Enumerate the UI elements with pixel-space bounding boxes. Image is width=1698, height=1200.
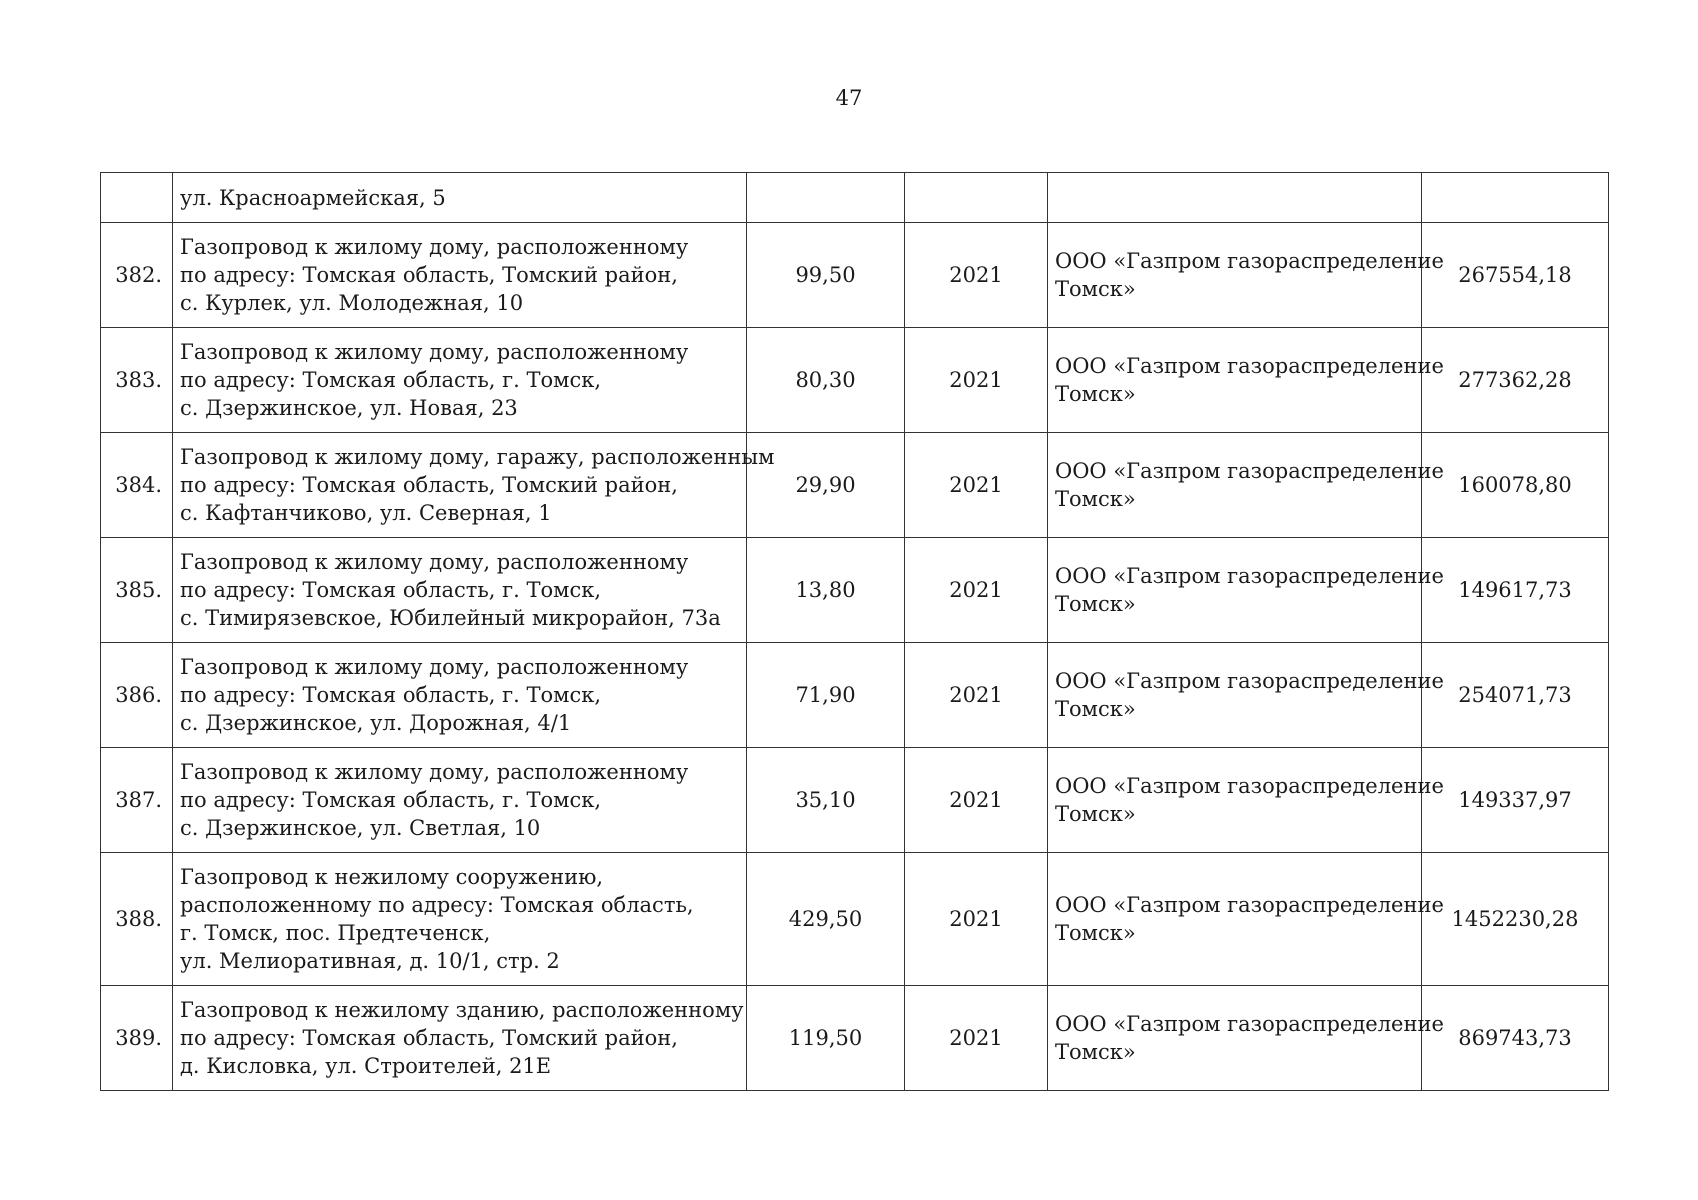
cost-cell: [1422, 173, 1609, 223]
object-name-line: по адресу: Томская область, Томский район,: [180, 263, 678, 287]
object-name-cell: [173, 538, 747, 643]
object-name-line: д. Кисловка, ул. Строителей, 21Е: [180, 1054, 552, 1078]
year-value: 2021: [949, 368, 1003, 392]
table-row: [101, 748, 1609, 853]
owner-cell: [1048, 173, 1422, 223]
owner-cell: [1048, 433, 1444, 538]
row-number: 388.: [115, 907, 162, 931]
object-name-line: по адресу: Томская область, г. Томск,: [180, 683, 602, 707]
object-name-line: с. Кафтанчиково, ул. Северная, 1: [180, 501, 552, 525]
owner-line: Томск»: [1055, 697, 1136, 721]
cost-cell: [1422, 853, 1609, 986]
year-value: 2021: [949, 907, 1003, 931]
object-name-line: ул. Красноармейская, 5: [180, 185, 446, 210]
length-cell: [747, 748, 905, 853]
cost-value: 1452230,28: [1451, 907, 1579, 931]
object-name-line: по адресу: Томская область, г. Томск,: [180, 788, 602, 812]
object-name-line: с. Дзержинское, ул. Дорожная, 4/1: [180, 711, 572, 735]
year-cell: [905, 538, 1048, 643]
row-number-cell: [101, 173, 173, 223]
year-value: 2021: [949, 788, 1003, 812]
row-number-cell: [101, 643, 173, 748]
row-number-cell: [101, 223, 173, 328]
owner-cell: [1048, 538, 1444, 643]
object-name-line: с. Дзержинское, ул. Светлая, 10: [180, 816, 541, 840]
object-name-line: расположенному по адресу: Томская область,: [180, 893, 694, 917]
table-row: [101, 433, 1609, 538]
owner-line: Томск»: [1055, 382, 1136, 406]
cost-cell: [1422, 986, 1609, 1091]
owner-line: ООО «Газпром газораспределение: [1055, 249, 1444, 273]
owner-line: ООО «Газпром газораспределение: [1055, 354, 1444, 378]
owner-line: Томск»: [1055, 592, 1136, 616]
year-cell: [905, 328, 1048, 433]
object-name-line: Газопровод к нежилому сооружению,: [180, 865, 604, 889]
length-cell: [747, 986, 905, 1091]
cost-value: 277362,28: [1458, 368, 1572, 392]
cost-cell: [1422, 538, 1609, 643]
object-name-cell: [173, 853, 747, 986]
table-row: [101, 538, 1609, 643]
cost-cell: [1422, 223, 1609, 328]
row-number-cell: [101, 328, 173, 433]
owner-line: ООО «Газпром газораспределение: [1055, 459, 1444, 483]
row-number-cell: [101, 538, 173, 643]
row-number: 382.: [115, 263, 162, 287]
row-number-cell: [101, 433, 173, 538]
year-cell: [905, 433, 1048, 538]
row-number: 386.: [115, 683, 162, 707]
row-number: 389.: [115, 1026, 162, 1050]
object-name-line: Газопровод к жилому дому, расположенному: [180, 760, 689, 784]
row-number: 385.: [115, 578, 162, 602]
cost-cell: [1422, 748, 1609, 853]
object-name-line: Газопровод к жилому дому, расположенному: [180, 235, 689, 259]
owner-line: ООО «Газпром газораспределение: [1055, 564, 1444, 588]
year-cell: [905, 173, 1048, 223]
object-name-cell: [173, 173, 747, 223]
object-name-line: ул. Мелиоративная, д. 10/1, стр. 2: [180, 949, 560, 973]
row-number: 387.: [115, 788, 162, 812]
cost-cell: [1422, 328, 1609, 433]
owner-cell: [1048, 643, 1444, 748]
owner-cell: [1048, 223, 1444, 328]
object-name-cell: [173, 986, 747, 1091]
owner-line: ООО «Газпром газораспределение: [1055, 774, 1444, 798]
length-value: 429,50: [788, 907, 863, 931]
object-name-cell: [173, 433, 775, 538]
object-name-cell: [173, 748, 747, 853]
year-cell: [905, 643, 1048, 748]
owner-cell: [1048, 328, 1444, 433]
length-cell: [747, 643, 905, 748]
year-cell: [905, 853, 1048, 986]
object-name-cell: [173, 328, 747, 433]
owner-line: ООО «Газпром газораспределение: [1055, 669, 1444, 693]
year-cell: [905, 748, 1048, 853]
owner-cell: [1048, 748, 1444, 853]
year-value: 2021: [949, 683, 1003, 707]
object-name-line: по адресу: Томская область, г. Томск,: [180, 578, 602, 602]
owner-line: Томск»: [1055, 487, 1136, 511]
table-body: [101, 173, 1609, 1091]
table-row: [101, 986, 1609, 1091]
length-cell: [747, 538, 905, 643]
cost-value: 149337,97: [1458, 788, 1572, 812]
owner-line: Томск»: [1055, 277, 1136, 301]
object-name-cell: [173, 223, 747, 328]
length-cell: [747, 328, 905, 433]
table-row: [101, 223, 1609, 328]
object-name-cell: [173, 643, 747, 748]
year-cell: [905, 223, 1048, 328]
row-number-cell: [101, 748, 173, 853]
year-value: 2021: [949, 263, 1003, 287]
cost-value: 160078,80: [1458, 473, 1572, 497]
row-number-cell: [101, 986, 173, 1091]
owner-line: Томск»: [1055, 921, 1136, 945]
year-value: 2021: [949, 1026, 1003, 1050]
cost-cell: [1422, 643, 1609, 748]
object-name-line: по адресу: Томская область, Томский район,: [180, 473, 678, 497]
table-row: [101, 853, 1609, 986]
continuation-row: [101, 173, 1609, 223]
owner-line: Томск»: [1055, 802, 1136, 826]
row-number-cell: [101, 853, 173, 986]
owner-line: ООО «Газпром газораспределение: [1055, 893, 1444, 917]
object-name-line: Газопровод к жилому дому, расположенному: [180, 550, 689, 574]
cost-value: 267554,18: [1458, 263, 1572, 287]
length-value: 29,90: [795, 473, 856, 497]
object-name-line: Газопровод к жилому дому, расположенному: [180, 340, 689, 364]
cost-value: 254071,73: [1458, 683, 1572, 707]
object-name-line: Газопровод к нежилому зданию, расположенному: [180, 998, 744, 1022]
page-number: 47: [835, 86, 863, 110]
cost-cell: [1422, 433, 1609, 538]
length-value: 80,30: [795, 368, 856, 392]
object-name-line: с. Тимирязевское, Юбилейный микрорайон, 73а: [180, 606, 721, 630]
table-row: [101, 643, 1609, 748]
length-value: 35,10: [795, 788, 856, 812]
registry-table: [100, 172, 1609, 1091]
object-name-line: Газопровод к жилому дому, расположенному: [180, 655, 689, 679]
object-name-line: с. Курлек, ул. Молодежная, 10: [180, 291, 524, 315]
length-cell: [747, 173, 905, 223]
owner-line: Томск»: [1055, 1040, 1136, 1064]
length-value: 13,80: [795, 578, 856, 602]
length-value: 71,90: [795, 683, 856, 707]
cost-value: 149617,73: [1458, 578, 1572, 602]
year-value: 2021: [949, 473, 1003, 497]
length-cell: [747, 853, 905, 986]
cost-value: 869743,73: [1458, 1026, 1572, 1050]
row-number: 383.: [115, 368, 162, 392]
object-name-line: Газопровод к жилому дому, гаражу, расположенным: [180, 445, 775, 469]
table-row: [101, 328, 1609, 433]
owner-cell: [1048, 986, 1444, 1091]
object-name-line: по адресу: Томская область, Томский район,: [180, 1026, 678, 1050]
object-name-line: г. Томск, пос. Предтеченск,: [180, 921, 491, 945]
year-value: 2021: [949, 578, 1003, 602]
row-number: 384.: [115, 473, 162, 497]
owner-line: ООО «Газпром газораспределение: [1055, 1012, 1444, 1036]
length-value: 119,50: [788, 1026, 863, 1050]
object-name-line: по адресу: Томская область, г. Томск,: [180, 368, 602, 392]
owner-cell: [1048, 853, 1444, 986]
length-value: 99,50: [795, 263, 856, 287]
length-cell: [747, 223, 905, 328]
object-name-line: с. Дзержинское, ул. Новая, 23: [180, 396, 518, 420]
year-cell: [905, 986, 1048, 1091]
